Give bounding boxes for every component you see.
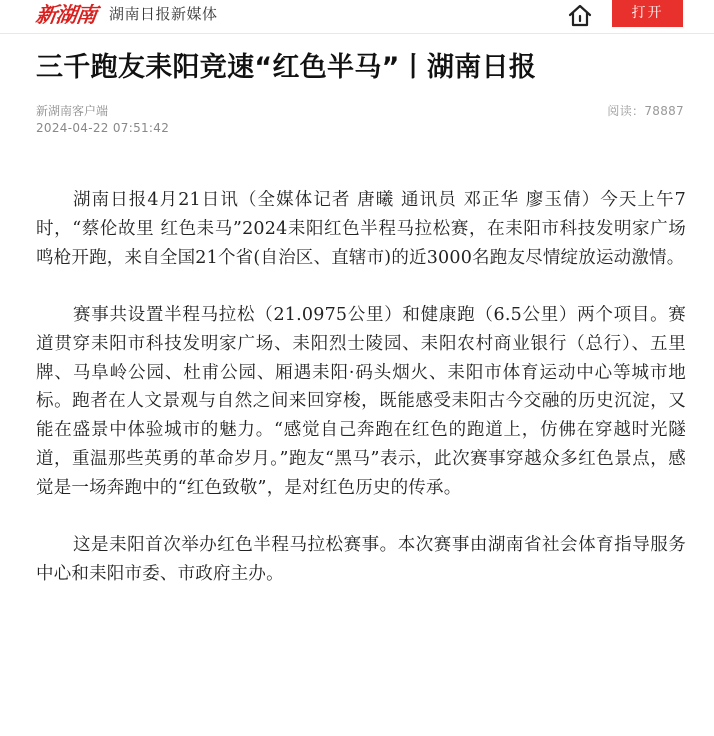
article-paragraph: 湖南日报4月21日讯（全媒体记者 唐曦 通讯员 邓正华 廖玉倩）今天上午7时，“蔡伦故里 红色耒马”2024耒阳红色半程马拉松赛，在耒阳市科技发明家广场鸣枪开跑，来自全国21个省(自治区、直辖市)的近3000名跑友尽情绽放运动激情。 (36, 190, 686, 268)
article-body (36, 186, 686, 589)
article-source: 新湖南客户端 (36, 104, 109, 118)
logo[interactable]: 新湖南 (34, 2, 98, 27)
open-app-button[interactable]: 打开 (612, 0, 683, 27)
article-paragraph: 赛事共设置半程马拉松（21.0975公里）和健康跑（6.5公里）两个项目。赛道贯穿耒阳市科技发明家广场、耒阳烈士陵园、耒阳农村商业银行（总行）、五里牌、马阜岭公园、杜甫公园、厢遇耒阳·码头烟火、耒阳市体育运动中心等城市地标。跑者在人文景观与自然之间来回穿梭，既能感受耒阳古今交融的历史沉淀，又能在盛景中体验城市的魅力。“感觉自己奔跑在红色的跑道上，仿佛在穿越时光隧道，重温那些英勇的革命岁月。”跑友“黑马”表示，此次赛事穿越众多红色景点，感觉是一场奔跑中的“红色致敬”，是对红色历史的传承。 (36, 304, 686, 499)
brand-name: 湖南日报新媒体 (109, 5, 218, 23)
top-bar (0, 0, 714, 34)
home-icon[interactable] (567, 3, 593, 27)
article-title: 三千跑友耒阳竞速“红色半马”丨湖南日报 (36, 52, 537, 83)
read-count: 阅读：78887 (607, 104, 684, 118)
article-paragraph: 这是耒阳首次举办红色半程马拉松赛事。本次赛事由湖南省社会体育指导服务中心和耒阳市委、市政府主办。 (36, 535, 686, 584)
article-datetime: 2024-04-22 07:51:42 (36, 121, 170, 135)
